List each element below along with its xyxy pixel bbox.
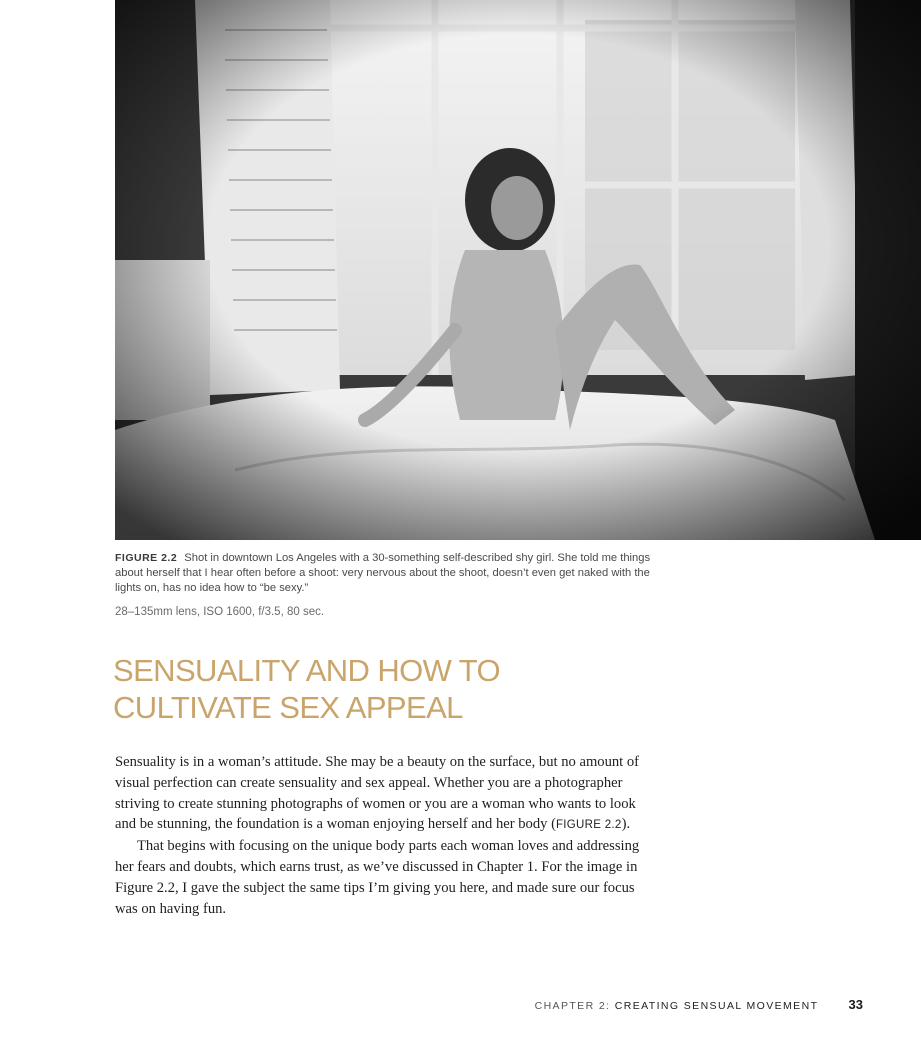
- section-heading-line-1: SENSUALITY AND HOW TO: [113, 653, 501, 688]
- figure-reference: FIGURE 2.2: [555, 819, 622, 832]
- body-paragraph-1: [115, 752, 660, 836]
- page-footer: [535, 997, 863, 1012]
- figure-photo: [115, 0, 921, 540]
- figure-label: FIGURE 2.2: [115, 552, 178, 564]
- photo-illustration: [115, 0, 921, 540]
- page-number: 33: [848, 997, 863, 1012]
- body-paragraph-1-text: Sensuality is in a woman’s attitude. She may be a beauty on the surface, but no amount of visual perfection can create sensuality and sex appeal. Whether you are a photographer striving to create stunning photographs of women or you are a woman who wants to look and be stunning, the foundation is a woman enjoying herself and her body (: [115, 754, 640, 833]
- section-heading-line-2: CULTIVATE SEX APPEAL: [113, 690, 463, 725]
- footer-chapter-title: CREATING SENSUAL MOVEMENT: [614, 1000, 819, 1012]
- figure-camera-specs: 28–135mm lens, ISO 1600, f/3.5, 80 sec.: [115, 606, 325, 618]
- body-text: [115, 752, 660, 919]
- section-heading: [113, 652, 733, 726]
- figure-caption-text: Shot in downtown Los Angeles with a 30-something self-described shy girl. She told me things about herself that I hear often before a shoot: very nervous about the shoot, doesn’t even get naked with the lights on, has no idea how to “be sexy.”: [115, 552, 651, 594]
- footer-chapter-label: CHAPTER 2:: [534, 1000, 611, 1012]
- body-paragraph-1-end: ).: [621, 816, 631, 833]
- body-paragraph-2: That begins with focusing on the unique body parts each woman loves and addressing her fears and doubts, which earns trust, as we’ve discussed in Chapter 1. For the image in Figure 2.2, I gave the subject the same tips I’m giving you here, and made sure our focus was on having fun.: [115, 838, 640, 917]
- figure-caption: [115, 551, 675, 596]
